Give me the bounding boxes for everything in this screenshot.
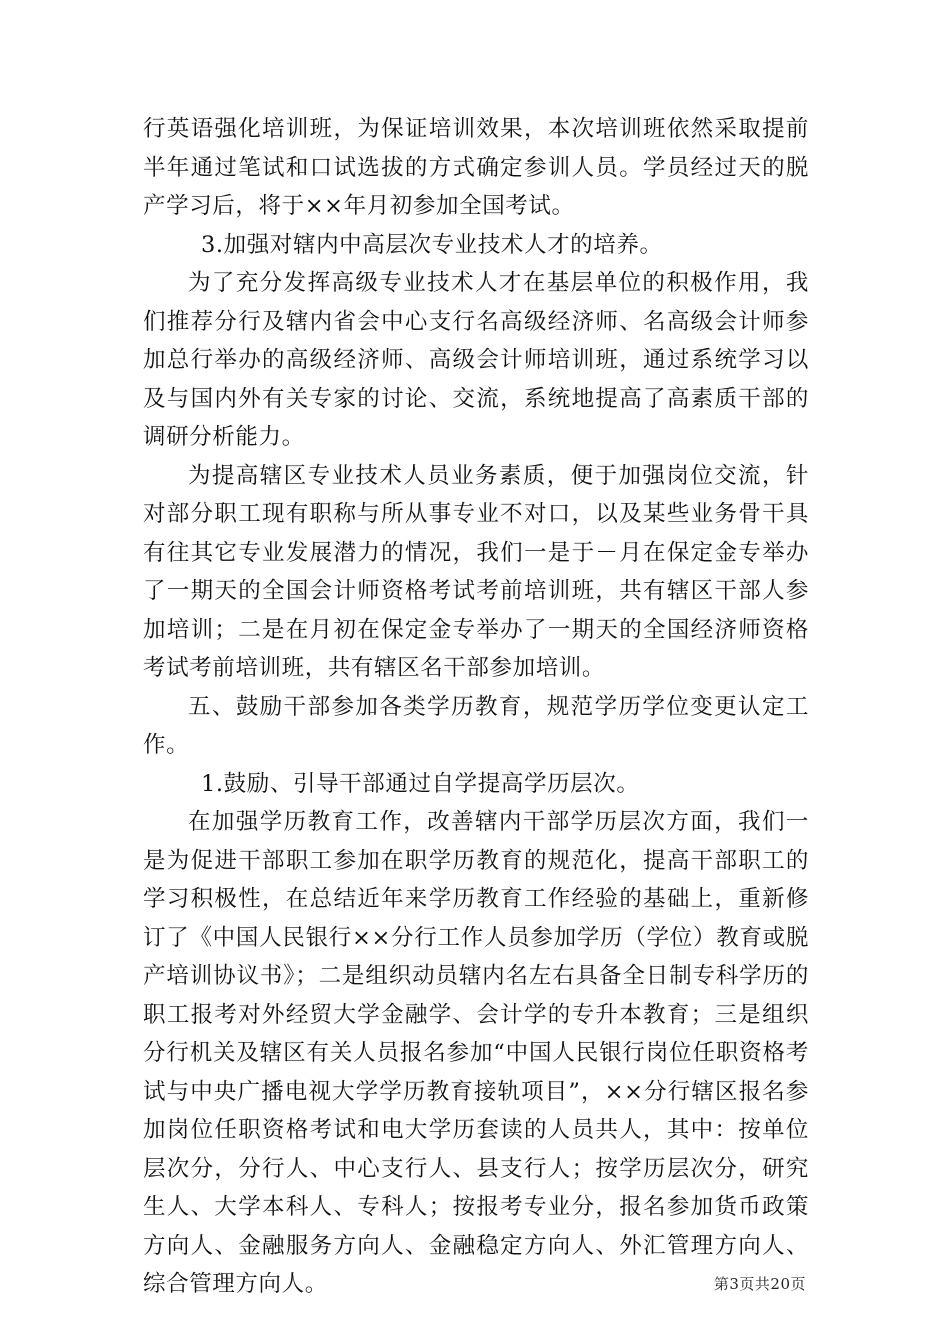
paragraph-senior-talent: 为了充分发挥高级专业技术人才在基层单位的积极作用，我们推荐分行及辖内省会中心支行名高级经济师、名高级会计师参加总行举办的高级经济师、高级会计师培训班，通过系统学习以及与国内外有关专家的讨论、交流，系统地提高了高素质干部的调研分析能力。 [143, 270, 809, 450]
paragraph-education: 在加强学历教育工作，改善辖内干部学历层次方面，我们一是为促进干部职工参加在职学历教育的规范化，提高干部职工的学习积极性，在总结近年来学历教育工作经验的基础上，重新修订了《中国人民银行××分行工作人员参加学历（学位）教育或脱产培训协议书》；二是组织动员辖内名左右具备全日制专科学历的职工报考对外经贸大学金融学、会计学的专升本教育；三是组织分行机关及辖区有关人员报名参加“中国人民银行岗位任职资格考试与中央广播电视大学学历教育接轨项目”，××分行辖区报名参加岗位任职资格考试和电大学历套读的人员共人，其中：按单位层次分，分行人、中心支行人、县支行人；按学历层次分，研究生人、大学本科人、专科人；按报考专业分，报名参加货币政策方向人、金融服务方向人、金融稳定方向人、外汇管理方向人、综合管理方向人。 [143, 809, 809, 1297]
paragraph-training-continued: 行英语强化培训班，为保证培训效果，本次培训班依然采取提前半年通过笔试和口试选拔的方式确定参训人员。学员经过天的脱产学习后，将于××年月初参加全国考试。 [143, 116, 809, 219]
paragraph-professional-quality: 为提高辖区专业技术人员业务素质，便于加强岗位交流，针对部分职工现有职称与所从事专业不对口，以及某些业务骨干具有往其它专业发展潜力的情况，我们一是于－月在保定金专举办了一期天的全国会计师资格考试考前培训班，共有辖区干部人参加培训；二是在月初在保定金专举办了一期天的全国经济师资格考试考前培训班，共有辖区名干部参加培训。 [143, 462, 809, 681]
subheading-3: 3.加强对辖内中高层次专业技术人才的培养。 [201, 231, 663, 258]
page-number: 第3页共20页 [713, 1275, 806, 1293]
section-heading-5: 五、鼓励干部参加各类学历教育，规范学历学位变更认定工作。 [143, 693, 809, 758]
body-text [143, 110, 809, 1304]
subheading-1: 1.鼓励、引导干部通过自学提高学历层次。 [201, 770, 640, 797]
